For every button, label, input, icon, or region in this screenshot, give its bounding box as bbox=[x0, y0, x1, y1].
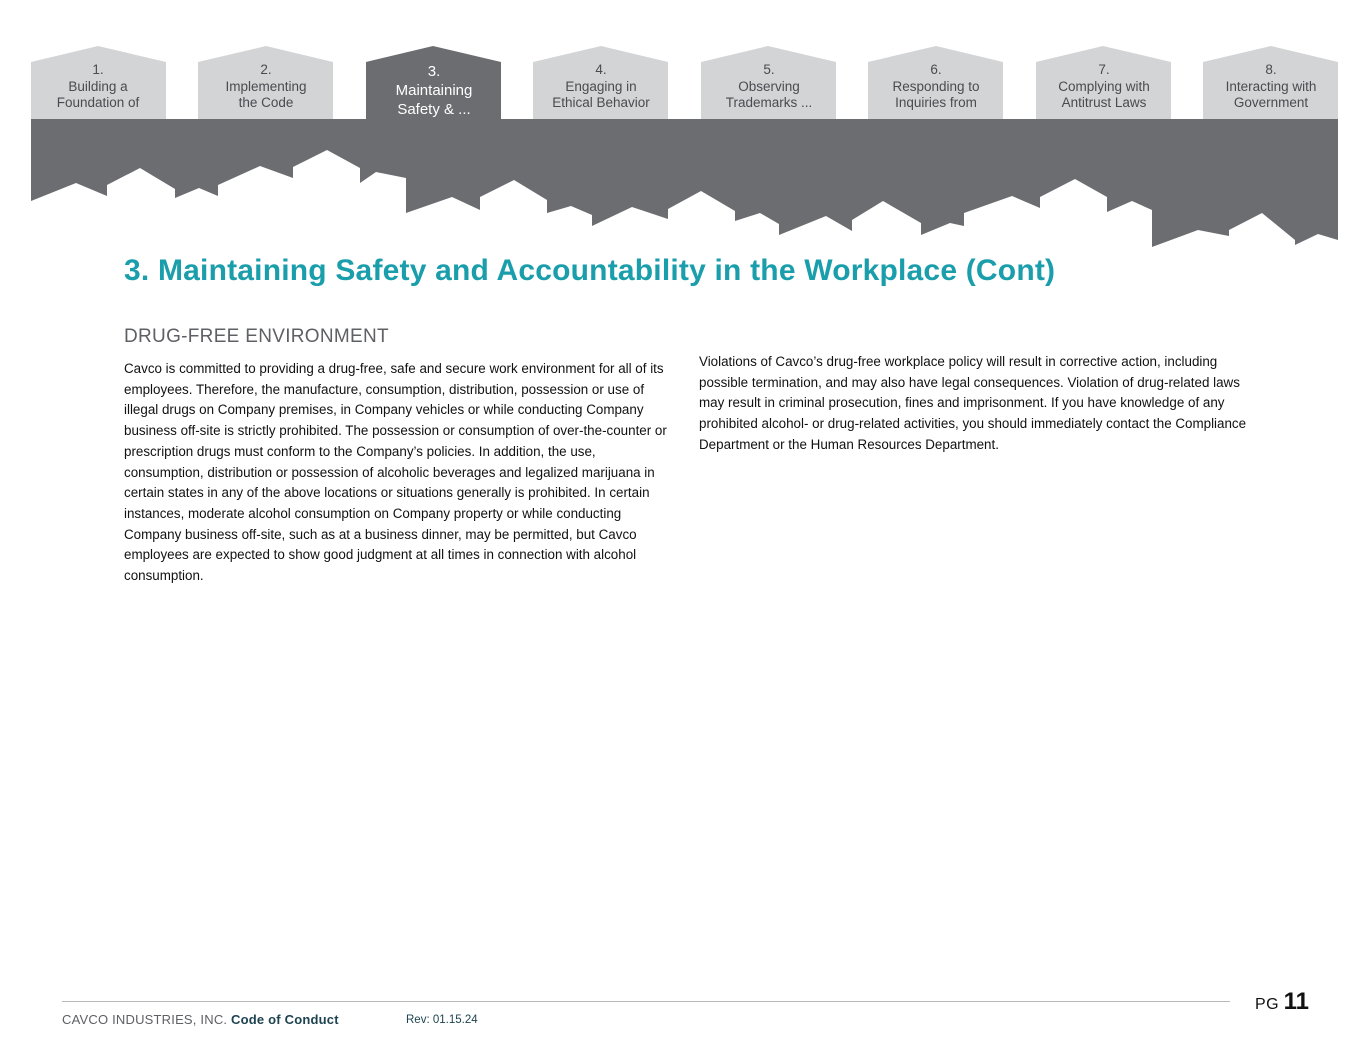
footer-divider bbox=[62, 1001, 1230, 1002]
page-number-value: 11 bbox=[1283, 988, 1309, 1015]
nav-banner bbox=[0, 0, 1365, 260]
tab-3-line1: Maintaining bbox=[395, 82, 473, 99]
tab-6-line1: Responding to bbox=[892, 78, 980, 94]
tab-3-active[interactable] bbox=[366, 62, 502, 119]
footer-company-name: CAVCO INDUSTRIES, INC. bbox=[62, 1012, 228, 1027]
tab-1-number: 1. bbox=[92, 62, 104, 77]
tab-7[interactable] bbox=[1036, 62, 1172, 112]
tab-1-line1: Building a bbox=[68, 78, 128, 94]
tab-4-line1: Engaging in bbox=[565, 78, 637, 94]
tab-2[interactable] bbox=[198, 62, 334, 112]
tab-2-number: 2. bbox=[260, 62, 272, 77]
tab-1-line2: Foundation of bbox=[56, 95, 140, 110]
tab-2-line2: the Code bbox=[238, 95, 294, 110]
tab-7-line1: Complying with bbox=[1058, 78, 1150, 94]
tab-2-line1: Implementing bbox=[225, 78, 307, 94]
tab-7-number: 7. bbox=[1098, 62, 1110, 77]
tab-5[interactable] bbox=[701, 62, 837, 112]
footer-company bbox=[62, 1012, 339, 1027]
footer-doc-name: Code of Conduct bbox=[231, 1012, 339, 1027]
tab-7-line2: Antitrust Laws bbox=[1061, 95, 1147, 110]
left-paragraph: Cavco is committed to providing a drug-free, safe and secure work environment for all of its employees. Therefore, the manufacture, consumption, distribution, possession or use of illegal drugs on Company premises, in Company vehicles or while conducting Company business off-site is strictly prohibited. The possession or consumption of over-the-counter or prescription drugs must conform to the Company’s policies. In addition, the use, consumption, distribution or possession of alcoholic beverages and legalized marijuana in certain states in any of the above locations or situations generally is prohibited. In certain instances, moderate alcohol consumption on Company property or while conducting Company business off-site, such as at a business dinner, may be permitted, but Cavco employees are expected to show good judgment at all times in connection with alcohol consumption. bbox=[124, 361, 667, 584]
tab-6-number: 6. bbox=[930, 62, 942, 77]
tab-8-line2: Government bbox=[1233, 95, 1309, 110]
tab-8-line1: Interacting with bbox=[1225, 78, 1317, 94]
tab-5-number: 5. bbox=[763, 62, 775, 77]
page-label: PG bbox=[1255, 996, 1280, 1013]
tab-4-number: 4. bbox=[595, 62, 607, 77]
page-title: 3. Maintaining Safety and Accountability in the Workplace (Cont) bbox=[124, 254, 1056, 287]
section-heading: DRUG-FREE ENVIRONMENT bbox=[124, 326, 389, 347]
banner-skyline bbox=[31, 119, 1338, 247]
page-number bbox=[1255, 988, 1309, 1016]
tab-6-line2: Inquiries from bbox=[895, 95, 977, 110]
tab-5-line2: Trademarks ... bbox=[725, 95, 813, 110]
tab-3-line2: Safety & ... bbox=[397, 101, 471, 118]
tab-8[interactable] bbox=[1203, 62, 1339, 112]
tab-8-number: 8. bbox=[1265, 62, 1277, 77]
footer-revision: Rev: 01.15.24 bbox=[406, 1014, 478, 1026]
right-paragraph: Violations of Cavco’s drug-free workplace policy will result in corrective action, including possible termination, and may also have legal consequences. Violation of drug-related laws may result in criminal prosecution, fines and imprisonment. If you have knowledge of any prohibited alcohol- or drug-related activities, you should immediately contact the Compliance Department or the Human Resources Department. bbox=[699, 354, 1247, 452]
tab-4-line2: Ethical Behavior bbox=[552, 95, 650, 110]
tab-3-number: 3. bbox=[427, 63, 441, 80]
tab-5-line1: Observing bbox=[738, 78, 800, 94]
tab-1[interactable] bbox=[30, 62, 166, 112]
tab-6[interactable] bbox=[868, 62, 1004, 112]
tab-4[interactable] bbox=[533, 62, 669, 112]
